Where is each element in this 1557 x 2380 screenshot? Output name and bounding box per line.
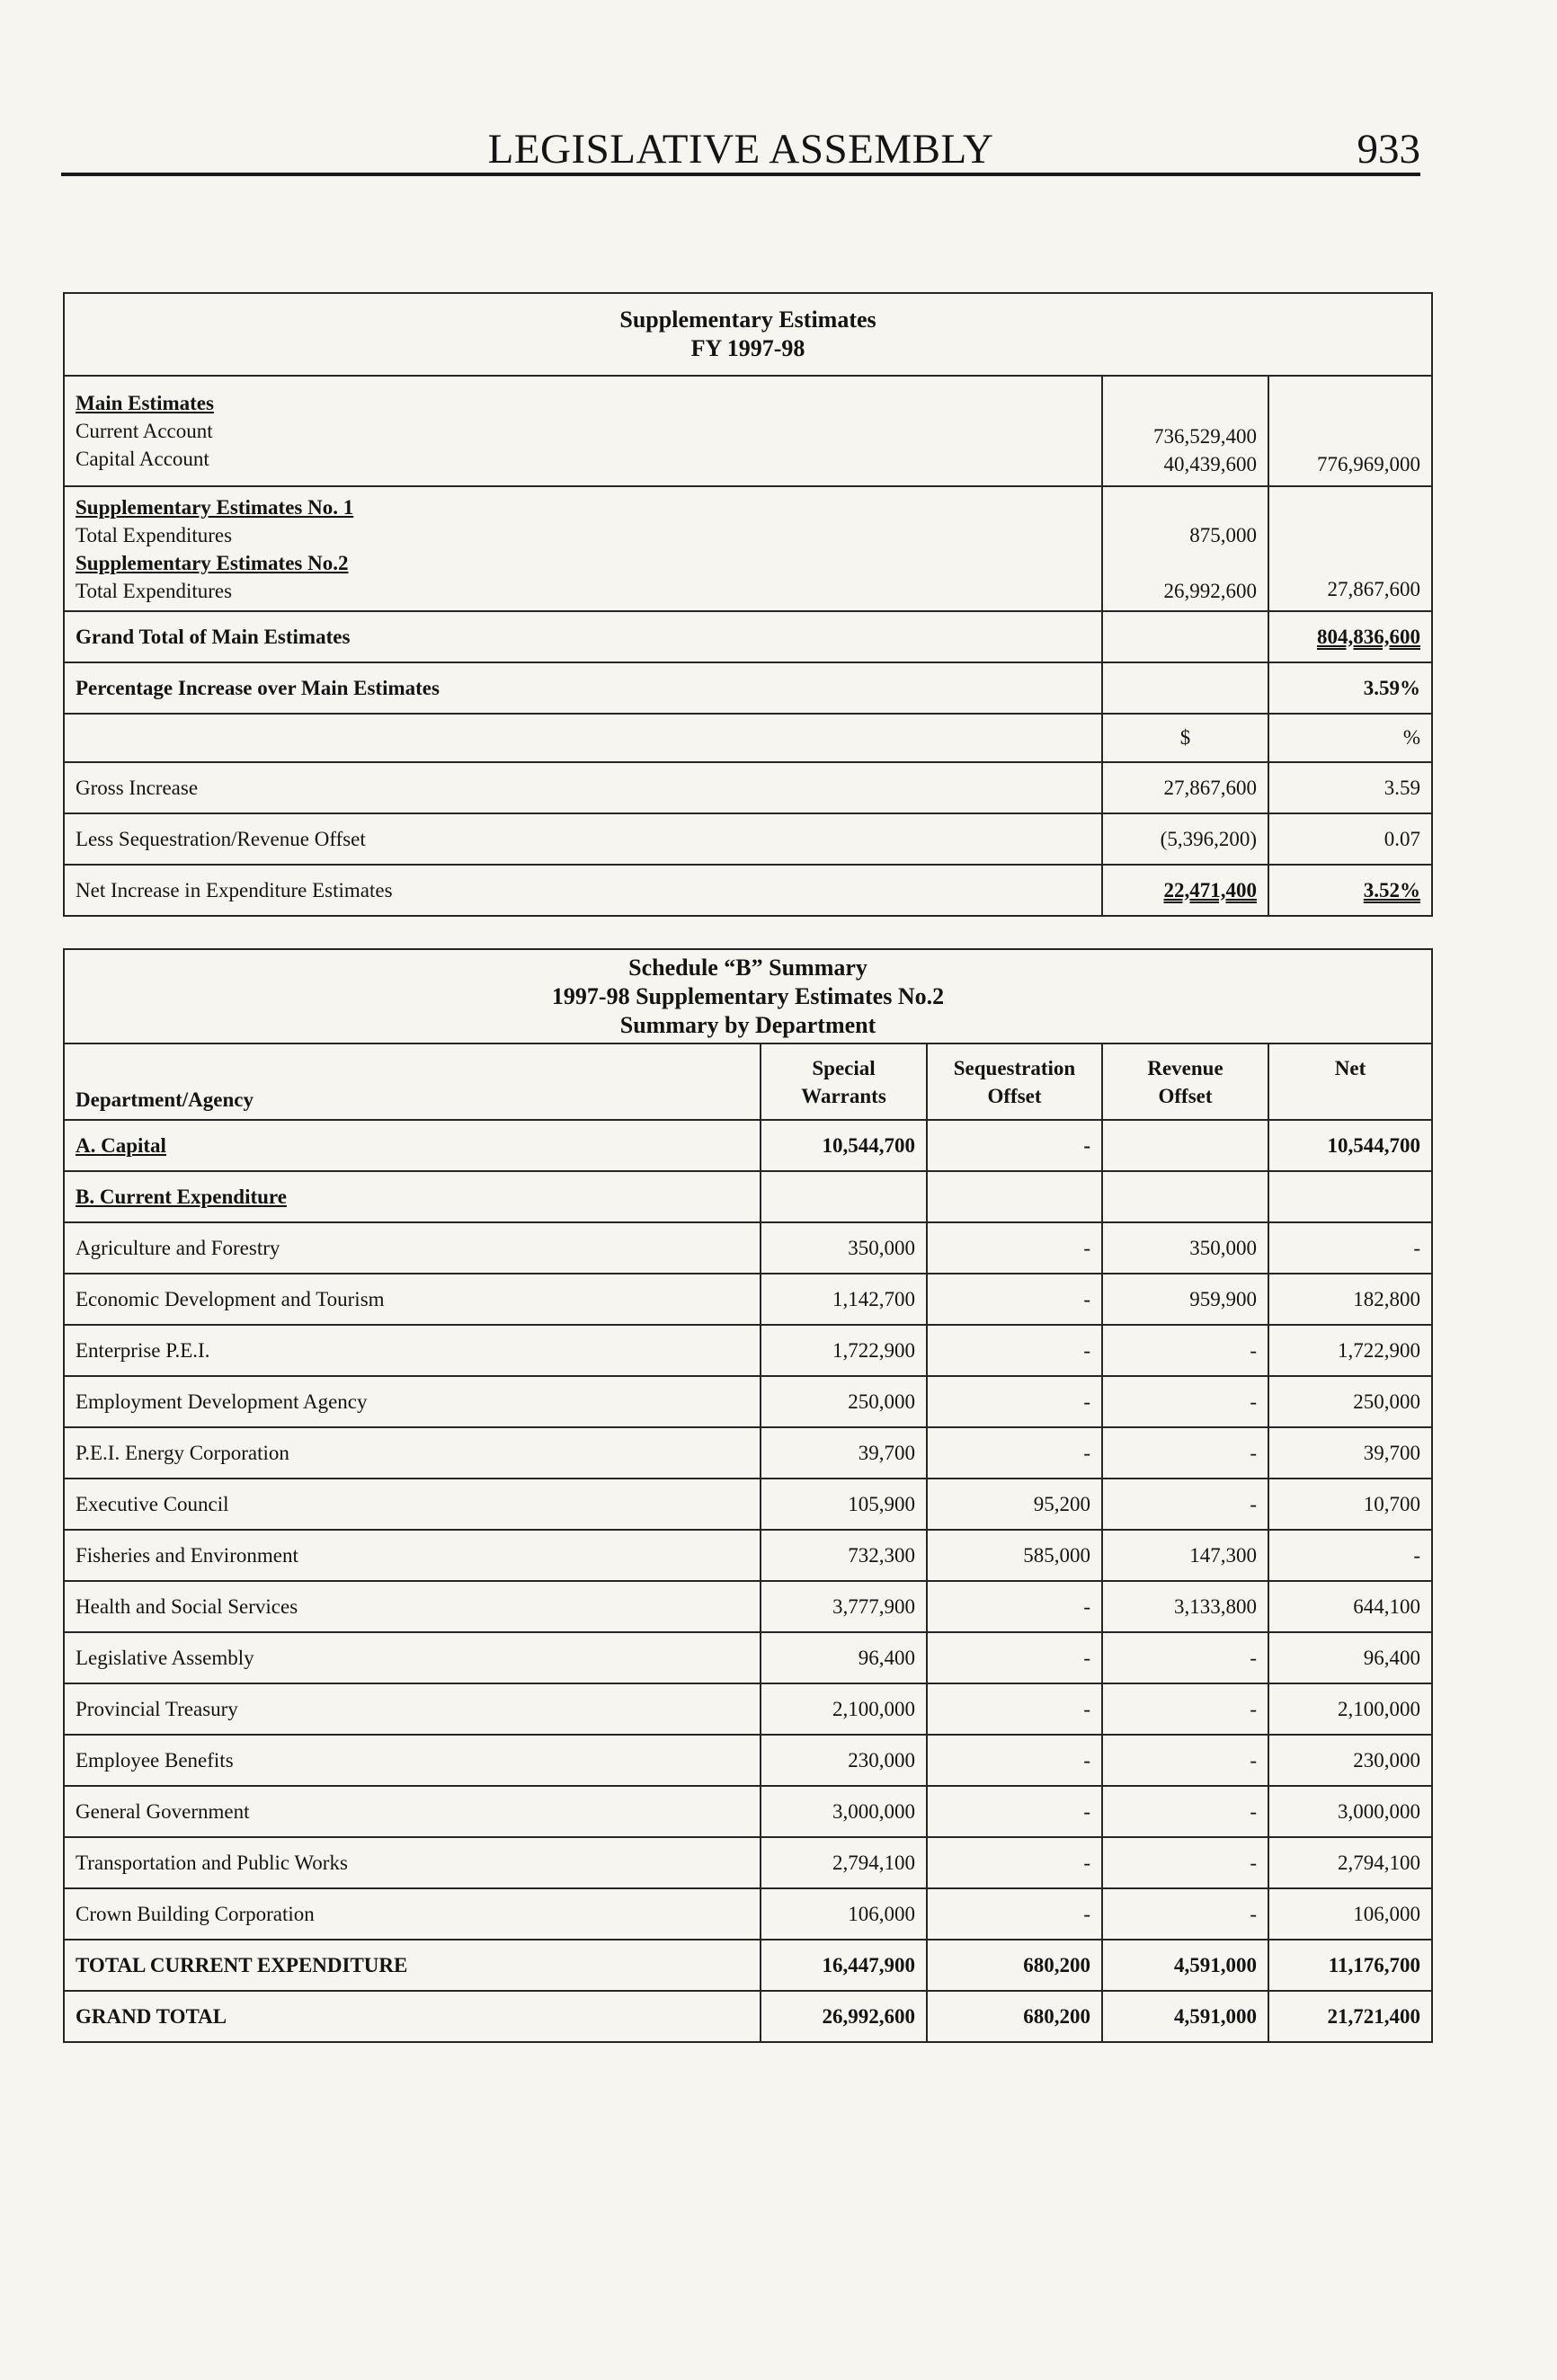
cell-rev: - (1102, 1325, 1268, 1376)
cell-special: 105,900 (761, 1479, 927, 1530)
supplementary-estimates-table (63, 292, 1433, 917)
cell-dept: Legislative Assembly (64, 1632, 761, 1683)
page-header (61, 126, 1420, 176)
schedule-b-table (63, 948, 1433, 2043)
cell-net: 39,700 (1268, 1427, 1432, 1479)
net-increase-label: Net Increase in Expenditure Estimates (64, 865, 1102, 916)
net-increase-pct: 3.52% (1268, 865, 1432, 916)
cell-dept: Agriculture and Forestry (64, 1222, 761, 1274)
gross-increase-label: Gross Increase (64, 762, 1102, 813)
cell-seq: - (927, 1427, 1102, 1479)
percentage-increase-value: 3.59% (1268, 662, 1432, 714)
cell-seq: - (927, 1632, 1102, 1683)
table-row (64, 1530, 1432, 1581)
total-current-special: 16,447,900 (761, 1940, 927, 1991)
table-row (64, 1786, 1432, 1837)
cell-seq: - (927, 1222, 1102, 1274)
table-row (64, 1222, 1432, 1274)
cell-net: 2,794,100 (1268, 1837, 1432, 1888)
column-header-revenue-offset: Revenue Offset (1102, 1043, 1268, 1120)
cell-net: 10,700 (1268, 1479, 1432, 1530)
cell-net: 106,000 (1268, 1888, 1432, 1940)
cell-net: 230,000 (1268, 1735, 1432, 1786)
current-expenditure-heading: B. Current Expenditure (64, 1171, 761, 1222)
cell-seq: - (927, 1888, 1102, 1940)
net-increase-amount: 22,471,400 (1102, 865, 1268, 916)
grand-total-row (64, 1991, 1432, 2042)
net-increase-row (64, 865, 1432, 916)
total-current-row (64, 1940, 1432, 1991)
cell-rev: - (1102, 1376, 1268, 1427)
cell-net: 250,000 (1268, 1376, 1432, 1427)
cell-seq: 95,200 (927, 1479, 1102, 1530)
cell-rev: 350,000 (1102, 1222, 1268, 1274)
gross-increase-row (64, 762, 1432, 813)
less-offset-amount: (5,396,200) (1102, 813, 1268, 865)
department-rows (64, 1222, 1432, 1940)
cell-seq: 585,000 (927, 1530, 1102, 1581)
main-estimates-row (64, 376, 1432, 486)
column-header-sequestration-offset: Sequestration Offset (927, 1043, 1102, 1120)
cell-special: 3,000,000 (761, 1786, 927, 1837)
cell-dept: Enterprise P.E.I. (64, 1325, 761, 1376)
supplementary-no-labels: Supplementary Estimates No. 1 Total Expenditures Supplementary Estimates No.2 Total Expenditures (64, 486, 1102, 611)
cell-special: 2,794,100 (761, 1837, 927, 1888)
cell-dept: Employee Benefits (64, 1735, 761, 1786)
cell-special: 350,000 (761, 1222, 927, 1274)
supplementary-title: Supplementary Estimates FY 1997-98 (64, 293, 1432, 376)
units-row (64, 714, 1432, 762)
current-expenditure-heading-row (64, 1171, 1432, 1222)
cell-seq: - (927, 1786, 1102, 1837)
cell-net: 182,800 (1268, 1274, 1432, 1325)
cell-seq: - (927, 1376, 1102, 1427)
cell-rev: - (1102, 1735, 1268, 1786)
cell-rev: - (1102, 1479, 1268, 1530)
table-row (64, 1581, 1432, 1632)
cell-rev: - (1102, 1837, 1268, 1888)
grand-total-label: GRAND TOTAL (64, 1991, 761, 2042)
cell-special: 250,000 (761, 1376, 927, 1427)
cell-special: 1,722,900 (761, 1325, 927, 1376)
dollar-unit: $ (1102, 714, 1268, 762)
cell-special: 230,000 (761, 1735, 927, 1786)
cell-rev: 147,300 (1102, 1530, 1268, 1581)
cell-seq: - (927, 1837, 1102, 1888)
table-row (64, 1735, 1432, 1786)
grand-total-seq: 680,200 (927, 1991, 1102, 2042)
cell-special: 106,000 (761, 1888, 927, 1940)
percent-unit: % (1268, 714, 1432, 762)
cell-special: 732,300 (761, 1530, 927, 1581)
cell-dept: Employment Development Agency (64, 1376, 761, 1427)
main-estimates-subtotal: 776,969,000 (1268, 376, 1432, 486)
grand-total-main-row (64, 611, 1432, 662)
table-row (64, 1427, 1432, 1479)
capital-label: A. Capital (64, 1120, 761, 1171)
grand-total-net: 21,721,400 (1268, 1991, 1432, 2042)
supplementary-no-subtotal: 27,867,600 (1268, 486, 1432, 611)
capital-row (64, 1120, 1432, 1171)
cell-special: 1,142,700 (761, 1274, 927, 1325)
cell-dept: General Government (64, 1786, 761, 1837)
table-row (64, 1888, 1432, 1940)
cell-rev: 959,900 (1102, 1274, 1268, 1325)
percentage-increase-row (64, 662, 1432, 714)
cell-seq: - (927, 1274, 1102, 1325)
main-estimates-labels: Main Estimates Current Account Capital Account (64, 376, 1102, 486)
column-header-net: Net (1268, 1043, 1432, 1120)
cell-dept: Transportation and Public Works (64, 1837, 761, 1888)
table-row (64, 1325, 1432, 1376)
cell-rev: - (1102, 1888, 1268, 1940)
cell-rev: - (1102, 1632, 1268, 1683)
capital-rev (1102, 1120, 1268, 1171)
page-title: LEGISLATIVE ASSEMBLY (487, 126, 994, 173)
main-estimates-amounts: 736,529,400 40,439,600 (1102, 376, 1268, 486)
table-row (64, 1837, 1432, 1888)
table-row (64, 1376, 1432, 1427)
grand-total-main-value: 804,836,600 (1268, 611, 1432, 662)
cell-seq: - (927, 1683, 1102, 1735)
cell-rev: 3,133,800 (1102, 1581, 1268, 1632)
table-row (64, 1683, 1432, 1735)
cell-dept: Provincial Treasury (64, 1683, 761, 1735)
cell-special: 3,777,900 (761, 1581, 927, 1632)
grand-total-special: 26,992,600 (761, 1991, 927, 2042)
column-header-special-warrants: Special Warrants (761, 1043, 927, 1120)
cell-dept: Fisheries and Environment (64, 1530, 761, 1581)
capital-seq: - (927, 1120, 1102, 1171)
cell-seq: - (927, 1325, 1102, 1376)
gross-increase-pct: 3.59 (1268, 762, 1432, 813)
cell-net: - (1268, 1222, 1432, 1274)
cell-dept: Health and Social Services (64, 1581, 761, 1632)
cell-seq: - (927, 1581, 1102, 1632)
total-current-label: TOTAL CURRENT EXPENDITURE (64, 1940, 761, 1991)
cell-special: 2,100,000 (761, 1683, 927, 1735)
cell-dept: Economic Development and Tourism (64, 1274, 761, 1325)
less-offset-row (64, 813, 1432, 865)
schedule-title: Schedule “B” Summary 1997-98 Supplementary Estimates No.2 Summary by Department (64, 949, 1432, 1043)
cell-rev: - (1102, 1683, 1268, 1735)
cell-special: 96,400 (761, 1632, 927, 1683)
cell-net: 2,100,000 (1268, 1683, 1432, 1735)
capital-special: 10,544,700 (761, 1120, 927, 1171)
table-row (64, 1632, 1432, 1683)
cell-net: 3,000,000 (1268, 1786, 1432, 1837)
schedule-header-row (64, 1043, 1432, 1120)
total-current-rev: 4,591,000 (1102, 1940, 1268, 1991)
table-row (64, 1479, 1432, 1530)
cell-dept: Executive Council (64, 1479, 761, 1530)
less-offset-label: Less Sequestration/Revenue Offset (64, 813, 1102, 865)
supplementary-title-row (64, 293, 1432, 376)
cell-dept: P.E.I. Energy Corporation (64, 1427, 761, 1479)
column-header-department: Department/Agency (64, 1043, 761, 1120)
less-offset-pct: 0.07 (1268, 813, 1432, 865)
total-current-net: 11,176,700 (1268, 1940, 1432, 1991)
cell-seq: - (927, 1735, 1102, 1786)
supplementary-no-amounts: 875,000 26,992,600 (1102, 486, 1268, 611)
cell-net: 96,400 (1268, 1632, 1432, 1683)
supplementary-no-rows (64, 486, 1432, 611)
table-row (64, 1274, 1432, 1325)
schedule-title-row (64, 949, 1432, 1043)
cell-rev: - (1102, 1786, 1268, 1837)
gross-increase-amount: 27,867,600 (1102, 762, 1268, 813)
percentage-increase-label: Percentage Increase over Main Estimates (64, 662, 1102, 714)
cell-net: 1,722,900 (1268, 1325, 1432, 1376)
cell-net: 644,100 (1268, 1581, 1432, 1632)
cell-dept: Crown Building Corporation (64, 1888, 761, 1940)
cell-net: - (1268, 1530, 1432, 1581)
cell-rev: - (1102, 1427, 1268, 1479)
grand-total-main-label: Grand Total of Main Estimates (64, 611, 1102, 662)
cell-special: 39,700 (761, 1427, 927, 1479)
total-current-seq: 680,200 (927, 1940, 1102, 1991)
page-number: 933 (1357, 126, 1420, 173)
grand-total-rev: 4,591,000 (1102, 1991, 1268, 2042)
capital-net: 10,544,700 (1268, 1120, 1432, 1171)
